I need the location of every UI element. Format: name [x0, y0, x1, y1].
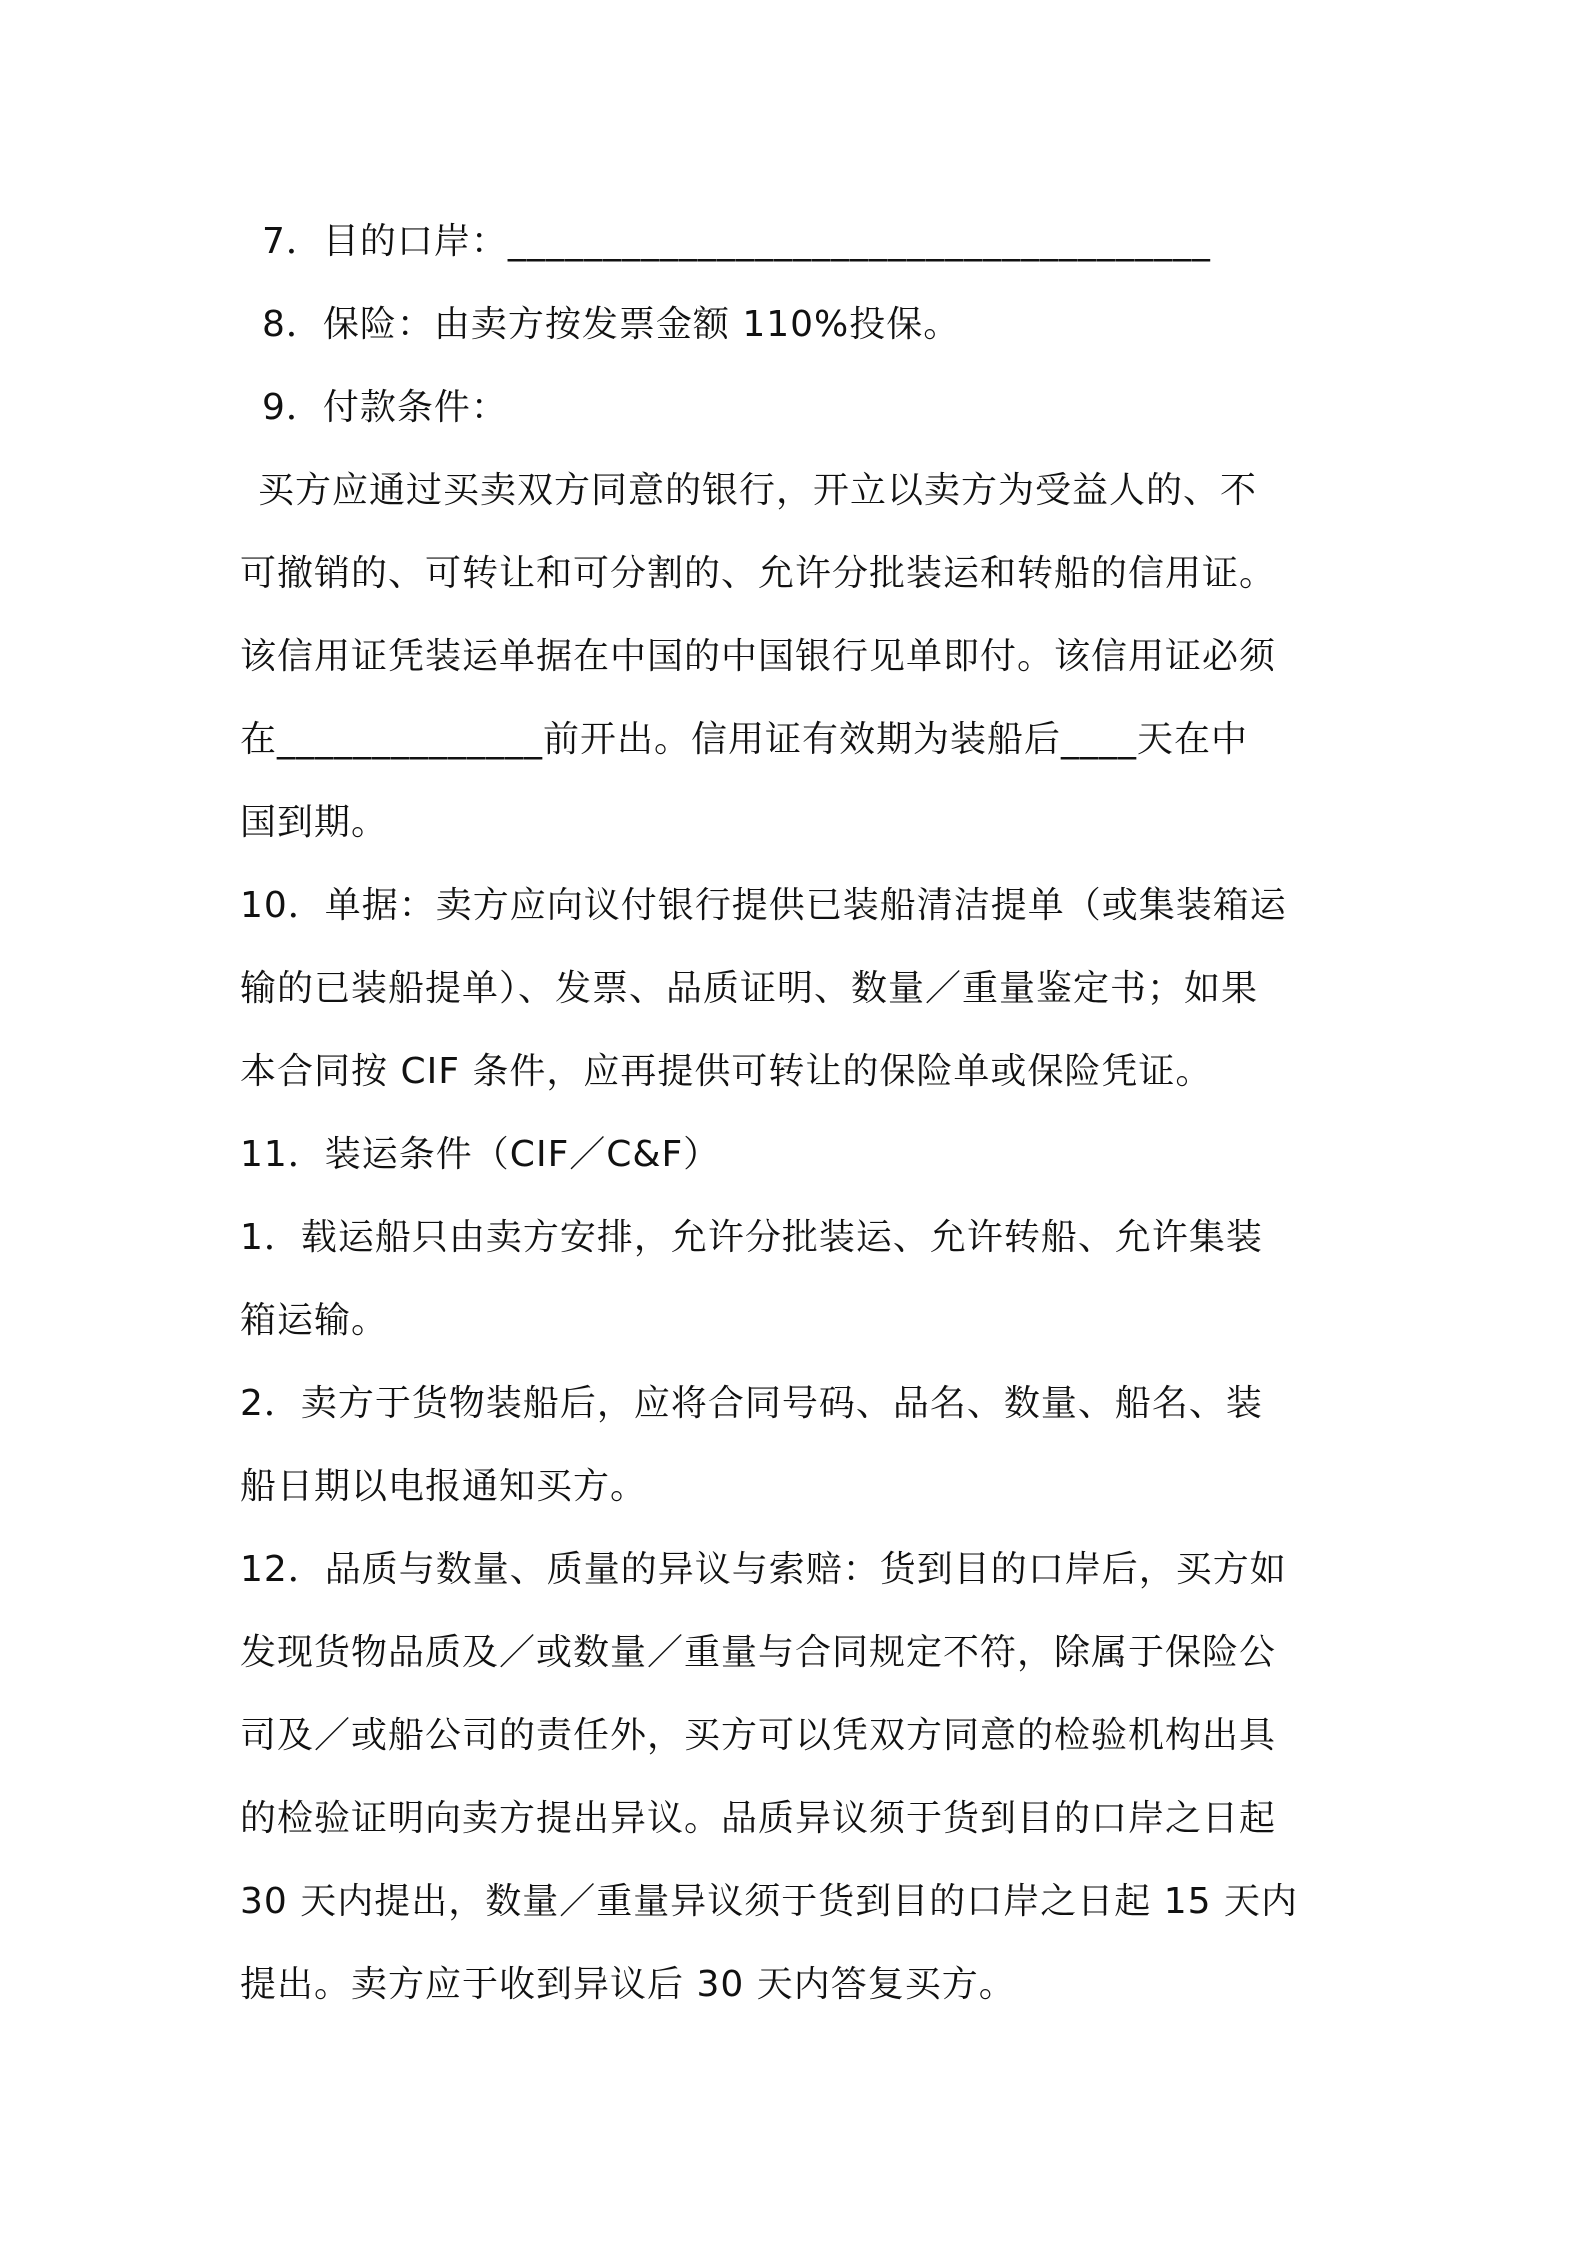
- clause-10-documents-line-1: 10．单据：卖方应向议付银行提供已装船清洁提单（或集装箱运: [240, 885, 1287, 926]
- shipment-item-2-line-1: 2．卖方于货物装船后，应将合同号码、品名、数量、船名、装: [240, 1383, 1263, 1424]
- clause-12-claims-line-2: 发现货物品质及／或数量／重量与合同规定不符，除属于保险公: [240, 1632, 1277, 1673]
- clause-12-claims-line-6: 提出。卖方应于收到异议后 30 天内答复买方。: [240, 1964, 1016, 2005]
- clause-10-documents-line-3: 本合同按 CIF 条件，应再提供可转让的保险单或保险凭证。: [240, 1051, 1213, 1092]
- shipment-item-1-line-2: 箱运输。: [240, 1300, 389, 1341]
- clause-12-claims-line-1: 12．品质与数量、质量的异议与索赔：货到目的口岸后，买方如: [240, 1549, 1287, 1590]
- clause-11-shipment-terms: 11．装运条件（CIF／C&F）: [240, 1134, 721, 1175]
- payment-paragraph-line-3: 该信用证凭装运单据在中国的中国银行见单即付。该信用证必须: [240, 636, 1277, 677]
- shipment-item-2-line-2: 船日期以电报通知买方。: [240, 1466, 648, 1507]
- payment-paragraph-line-1: 买方应通过买卖双方同意的银行，开立以卖方为受益人的、不: [258, 470, 1258, 511]
- clause-12-claims-line-4: 的检验证明向卖方提出异议。品质异议须于货到目的口岸之日起: [240, 1798, 1277, 1839]
- clause-7-destination-port: 7．目的口岸：_____________________________________: [262, 221, 1211, 262]
- payment-paragraph-line-2: 可撤销的、可转让和可分割的、允许分批装运和转船的信用证。: [240, 553, 1277, 594]
- clause-12-claims-line-5: 30 天内提出，数量／重量异议须于货到目的口岸之日起 15 天内: [240, 1881, 1298, 1922]
- clause-12-claims-line-3: 司及／或船公司的责任外，买方可以凭双方同意的检验机构出具: [240, 1715, 1277, 1756]
- payment-paragraph-line-5: 国到期。: [240, 802, 389, 843]
- clause-8-insurance: 8．保险：由卖方按发票金额 110%投保。: [262, 304, 961, 345]
- shipment-item-1-line-1: 1．载运船只由卖方安排，允许分批装运、允许转船、允许集装: [240, 1217, 1263, 1258]
- clause-9-payment-terms: 9．付款条件：: [262, 387, 508, 428]
- payment-paragraph-line-4: 在______________前开出。信用证有效期为装船后____天在中: [240, 719, 1249, 760]
- document-body: [240, 200, 1360, 2026]
- clause-10-documents-line-2: 输的已装船提单）、发票、品质证明、数量／重量鉴定书；如果: [240, 968, 1259, 1009]
